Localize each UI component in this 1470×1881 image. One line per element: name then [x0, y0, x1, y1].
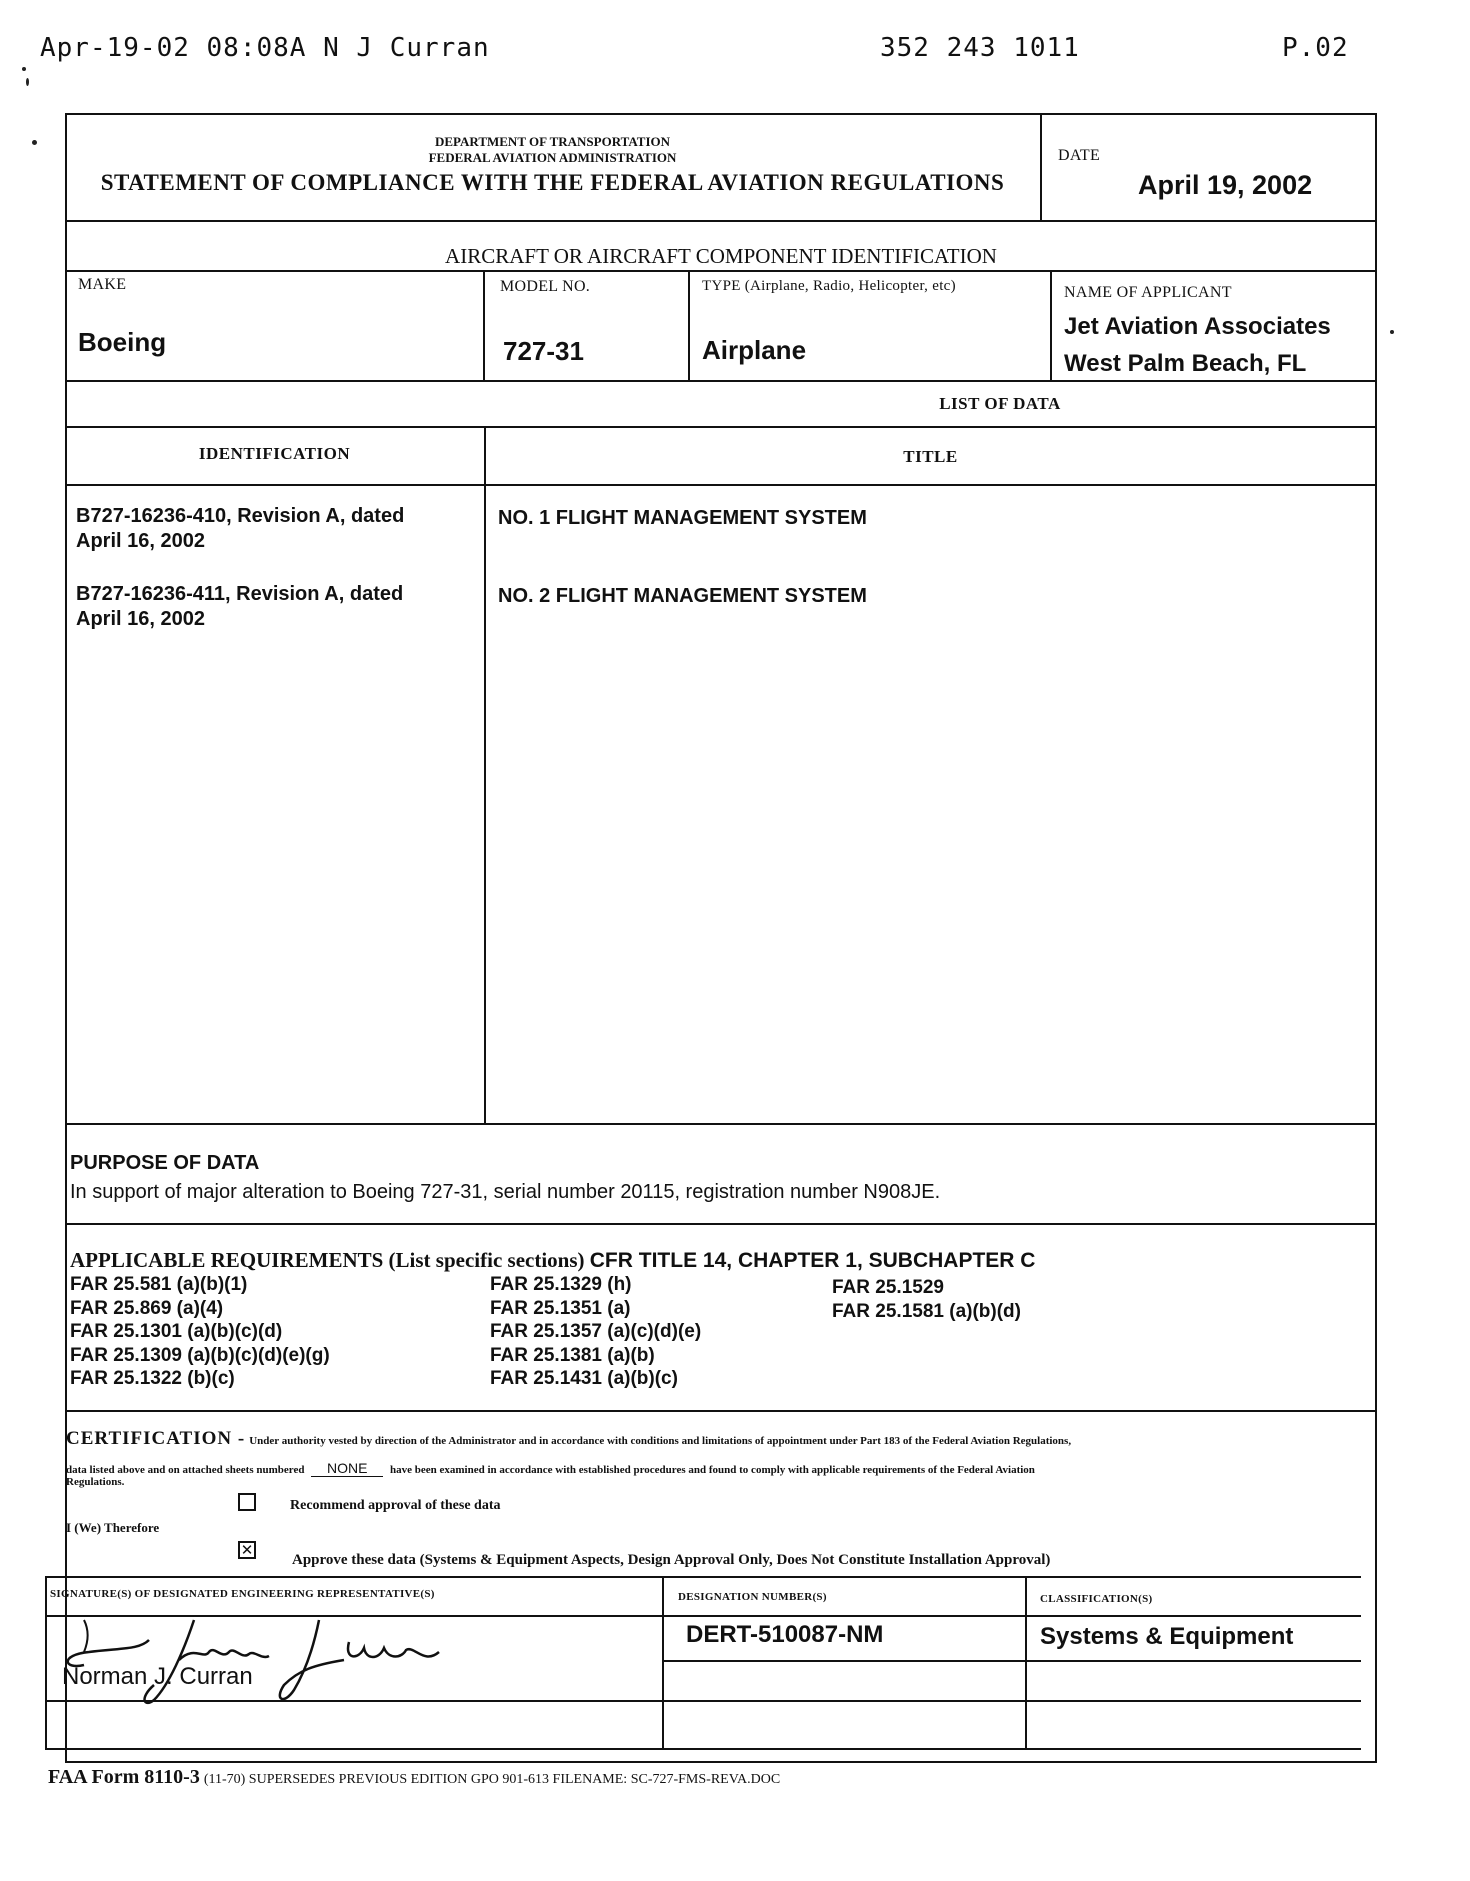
aircraft-section-title: AIRCRAFT OR AIRCRAFT COMPONENT IDENTIFICATION	[445, 244, 997, 268]
data-row-id-line1: B727-16236-410, Revision A, dated	[76, 505, 405, 527]
certification-text-2: data listed above and on attached sheets numbered	[66, 1464, 305, 1476]
scan-speck	[1390, 330, 1394, 334]
title-header: TITLE	[903, 447, 958, 466]
header-divider	[1040, 113, 1042, 221]
data-row-title: NO. 1 FLIGHT MANAGEMENT SYSTEM	[498, 507, 867, 529]
purpose-bottom-rule	[65, 1223, 1377, 1225]
list-title-rule	[65, 426, 1377, 428]
data-row-id-line2: April 16, 2002	[76, 608, 205, 630]
make-model-divider	[483, 270, 485, 380]
approve-data-checkbox[interactable]: ✕	[238, 1541, 256, 1559]
aircraft-title-rule	[65, 270, 1377, 272]
department-text: DEPARTMENT OF TRANSPORTATION	[434, 134, 671, 149]
classification-value: Systems & Equipment	[1040, 1623, 1294, 1650]
requirements-bottom-rule	[65, 1410, 1377, 1412]
data-row-id-line1: B727-16236-411, Revision A, dated	[76, 583, 404, 605]
type-applicant-divider	[1050, 270, 1052, 380]
certification-text-4: Regulations.	[66, 1476, 125, 1488]
identification-header: IDENTIFICATION	[198, 444, 351, 463]
sheets-value: NONE	[311, 1460, 383, 1477]
requirement-item: FAR 25.1351 (a)	[490, 1297, 631, 1319]
requirement-item: FAR 25.1357 (a)(c)(d)(e)	[490, 1321, 702, 1342]
requirements-col-2	[490, 1274, 701, 1392]
model-value: 727-31	[503, 336, 584, 366]
signature-divider-1	[662, 1576, 664, 1748]
make-value: Boeing	[78, 327, 167, 357]
designation-value-rule	[662, 1660, 1361, 1662]
requirement-item: FAR 25.581 (a)(b)(1)	[70, 1274, 248, 1295]
applicant-location: West Palm Beach, FL	[1064, 350, 1307, 377]
requirements-col-3	[832, 1277, 1021, 1324]
administration-text: FEDERAL AVIATION ADMINISTRATION	[428, 150, 677, 165]
requirement-item: FAR 25.1309 (a)(b)(c)(d)(e)(g)	[70, 1344, 330, 1366]
form-details: (11-70) SUPERSEDES PREVIOUS EDITION GPO 901-613 FILENAME: SC-727-FMS-REVA.DOC	[203, 1772, 781, 1787]
requirements-label: APPLICABLE REQUIREMENTS (List specific sections)	[70, 1248, 585, 1272]
header-bottom-rule	[65, 220, 1377, 222]
signature-top-rule	[45, 1576, 1361, 1578]
requirement-item: FAR 25.1529	[832, 1277, 944, 1298]
designation-label: DESIGNATION NUMBER(S)	[678, 1591, 827, 1603]
fax-datetime-sender: Apr-19-02 08:08A N J Curran	[40, 33, 490, 63]
signature-bottom-rule	[45, 1748, 1361, 1750]
requirement-item: FAR 25.1329 (h)	[490, 1274, 632, 1295]
requirement-item: FAR 25.1381 (a)(b)	[490, 1344, 655, 1366]
certification-label: CERTIFICATION -	[66, 1428, 246, 1449]
requirement-item: FAR 25.1322 (b)(c)	[70, 1368, 235, 1389]
certification-text-3: have been examined in accordance with established procedures and found to comply with applicable requirements of the Federal Aviation	[389, 1464, 1035, 1476]
requirement-item: FAR 25.1581 (a)(b)(d)	[832, 1300, 1021, 1322]
requirement-item: FAR 25.1301 (a)(b)(c)(d)	[70, 1321, 283, 1342]
date-label: DATE	[1058, 147, 1101, 164]
classification-label: CLASSIFICATION(S)	[1040, 1593, 1153, 1605]
handwritten-signature	[44, 1590, 464, 1720]
form-title: STATEMENT OF COMPLIANCE WITH THE FEDERAL AVIATION REGULATIONS	[100, 170, 1005, 195]
list-bottom-rule	[65, 1123, 1377, 1125]
type-label: TYPE (Airplane, Radio, Helicopter, etc)	[702, 278, 956, 294]
signature-divider-2	[1025, 1576, 1027, 1748]
scan-speck	[26, 78, 29, 86]
date-value: April 19, 2002	[1138, 170, 1313, 200]
requirements-heading	[70, 1248, 1035, 1273]
purpose-text: In support of major alteration to Boeing 727-31, serial number 20115, registration number N908JE.	[70, 1181, 941, 1203]
signer-name: Norman J. Curran	[62, 1663, 253, 1690]
scan-speck	[22, 67, 26, 71]
applicant-label: NAME OF APPLICANT	[1064, 284, 1232, 301]
aircraft-bottom-rule	[65, 380, 1377, 382]
certification-line-2	[66, 1460, 1035, 1478]
requirement-item: FAR 25.1431 (a)(b)(c)	[490, 1368, 678, 1389]
type-value: Airplane	[702, 335, 807, 365]
therefore-label: I (We) Therefore	[66, 1520, 160, 1535]
data-row-id-line2: April 16, 2002	[76, 530, 205, 552]
form-name: FAA Form 8110-3	[48, 1766, 200, 1788]
scan-speck	[32, 140, 37, 145]
fax-phone: 352 243 1011	[880, 33, 1080, 63]
designation-value: DERT-510087-NM	[686, 1621, 884, 1648]
list-column-divider	[484, 426, 486, 1123]
approve-data-label: Approve these data (Systems & Equipment Aspects, Design Approval Only, Does Not Constitute Installation Approval)	[292, 1552, 1051, 1568]
list-of-data-title: LIST OF DATA	[939, 394, 1061, 413]
list-header-rule	[65, 484, 1377, 486]
requirements-col-1	[70, 1274, 330, 1392]
data-row-title: NO. 2 FLIGHT MANAGEMENT SYSTEM	[498, 585, 867, 607]
applicant-name: Jet Aviation Associates	[1064, 313, 1331, 340]
recommend-approval-label: Recommend approval of these data	[290, 1498, 501, 1513]
model-label: MODEL NO.	[500, 278, 591, 295]
model-type-divider	[688, 270, 690, 380]
certification-paragraph	[66, 1430, 1366, 1449]
requirements-regulation: CFR TITLE 14, CHAPTER 1, SUBCHAPTER C	[589, 1249, 1036, 1272]
form-footer	[48, 1766, 780, 1789]
signature-label: SIGNATURE(S) OF DESIGNATED ENGINEERING REPRESENTATIVE(S)	[50, 1588, 435, 1600]
fax-page: P.02	[1282, 33, 1349, 63]
requirement-item: FAR 25.869 (a)(4)	[70, 1297, 224, 1319]
certification-text-1: Under authority vested by direction of the Administrator and in accordance with conditions and limitations of appointment under Part 183 of the Federal Aviation Regulations,	[249, 1435, 1072, 1447]
make-label: MAKE	[78, 276, 127, 293]
purpose-label: PURPOSE OF DATA	[70, 1152, 260, 1174]
recommend-approval-checkbox[interactable]	[238, 1493, 256, 1511]
